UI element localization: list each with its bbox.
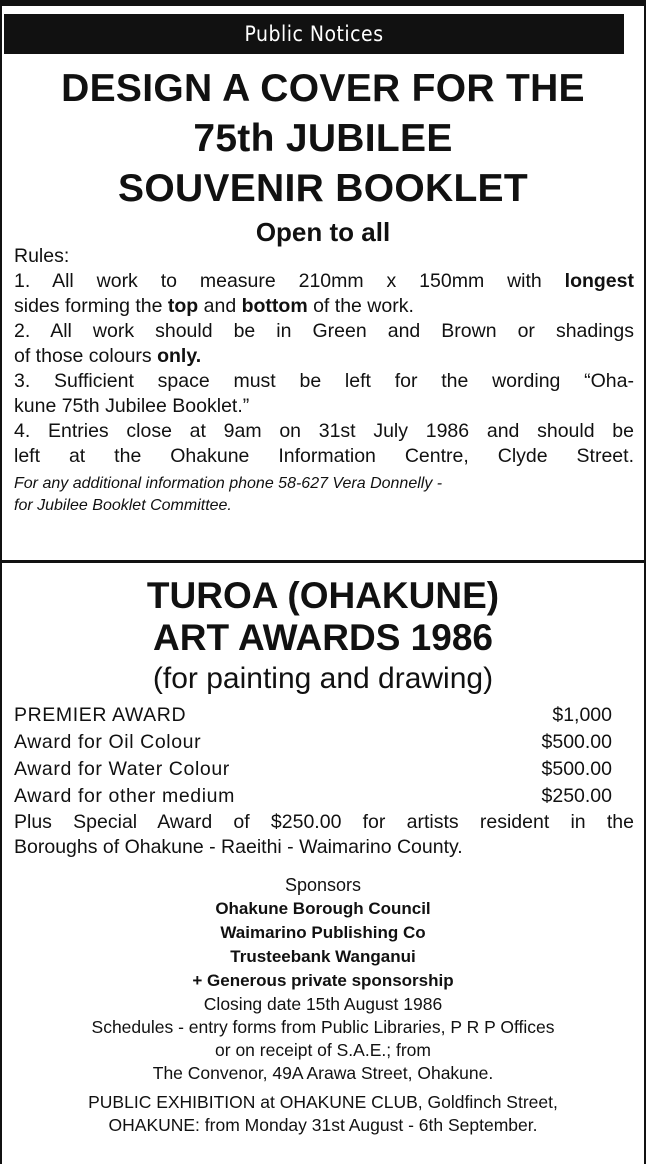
- section-header: [4, 14, 624, 54]
- cover-title-line-2: 75th JUBILEE: [193, 117, 453, 160]
- special-award-line-2: Boroughs of Ohakune - Raeithi - Waimarino County.: [14, 836, 463, 858]
- cover-subtitle: Open to all: [255, 217, 391, 247]
- rule-2-line-1: 2. All work should be in Green and Brown or shadings: [14, 320, 634, 342]
- rule-4-line-2: left at the Ohakune Information Centre, Clyde Street.: [14, 445, 634, 467]
- award-row: [14, 729, 634, 756]
- cover-design-notice: [0, 58, 646, 248]
- cover-title-line-3: SOUVENIR BOOKLET: [118, 167, 528, 210]
- award-name: Award for other medium: [14, 785, 235, 807]
- schedules-line-2: or on receipt of S.A.E.; from: [215, 1040, 431, 1060]
- sponsor-name: Trusteebank Wanganui: [230, 947, 416, 966]
- convenor-address: The Convenor, 49A Arawa Street, Ohakune.: [152, 1063, 494, 1083]
- rule-emphasis: longest: [564, 270, 634, 292]
- award-amount: $500.00: [541, 758, 612, 780]
- section-header-label: Public Notices: [244, 22, 384, 46]
- closing-date: Closing date 15th August 1986: [203, 994, 443, 1014]
- rule-emphasis: bottom: [241, 295, 308, 317]
- awards-title-line-1: TUROA (OHAKUNE): [146, 575, 500, 616]
- rule-3-line-1: 3. Sufficient space must be left for the wording “Oha-: [14, 370, 634, 392]
- contact-note-line-2: for Jubilee Booklet Committee.: [14, 497, 232, 514]
- award-row: [14, 702, 634, 729]
- rule-1-line-2: [14, 294, 634, 319]
- awards-list: [14, 702, 634, 860]
- exhibition-line-2: OHAKUNE: from Monday 31st August - 6th September.: [108, 1115, 538, 1135]
- sponsor-name: Waimarino Publishing Co: [220, 923, 426, 942]
- awards-title-line-2: ART AWARDS 1986: [153, 617, 493, 658]
- sponsor-name: Ohakune Borough Council: [215, 899, 431, 918]
- rule-emphasis: only.: [157, 345, 202, 367]
- award-name: PREMIER AWARD: [14, 704, 187, 726]
- award-row: [14, 756, 634, 783]
- award-name: Award for Water Colour: [14, 758, 230, 780]
- cover-title-line-1: DESIGN A COVER FOR THE: [61, 67, 585, 110]
- award-row: [14, 783, 634, 810]
- rules-label: Rules:: [14, 245, 70, 267]
- rule-text: of the work.: [307, 295, 414, 317]
- section-divider: [0, 560, 646, 563]
- art-awards-notice: [0, 575, 646, 697]
- rule-text: sides forming the: [14, 295, 168, 317]
- award-amount: $250.00: [541, 785, 612, 807]
- special-award-line-1: Plus Special Award of $250.00 for artists resident in the: [14, 811, 634, 833]
- rule-1-line-1: [14, 269, 634, 294]
- cover-rules: [14, 244, 634, 517]
- rule-text: 1. All work to measure 210mm x 150mm with: [14, 270, 565, 292]
- award-amount: $1,000: [552, 704, 612, 726]
- rule-text: and: [198, 295, 242, 317]
- exhibition-line-1: PUBLIC EXHIBITION at OHAKUNE CLUB, Goldfinch Street,: [88, 1092, 558, 1112]
- rule-emphasis: top: [167, 295, 199, 317]
- rule-3-line-2: kune 75th Jubilee Booklet.”: [14, 395, 250, 417]
- rule-2-line-2: [14, 344, 634, 369]
- schedules-line-1: Schedules - entry forms from Public Libraries, P R P Offices: [91, 1017, 555, 1037]
- sponsor-name: + Generous private sponsorship: [192, 971, 454, 990]
- contact-note-line-1: For any additional information phone 58-627 Vera Donnelly -: [14, 475, 443, 492]
- sponsors-block: [0, 873, 646, 1137]
- sponsors-title: Sponsors: [284, 875, 362, 895]
- award-amount: $500.00: [541, 731, 612, 753]
- rule-text: of those colours: [14, 345, 158, 367]
- awards-subtitle: (for painting and drawing): [152, 662, 494, 695]
- rule-4-line-1: 4. Entries close at 9am on 31st July 1986 and should be: [14, 420, 634, 442]
- award-name: Award for Oil Colour: [14, 731, 202, 753]
